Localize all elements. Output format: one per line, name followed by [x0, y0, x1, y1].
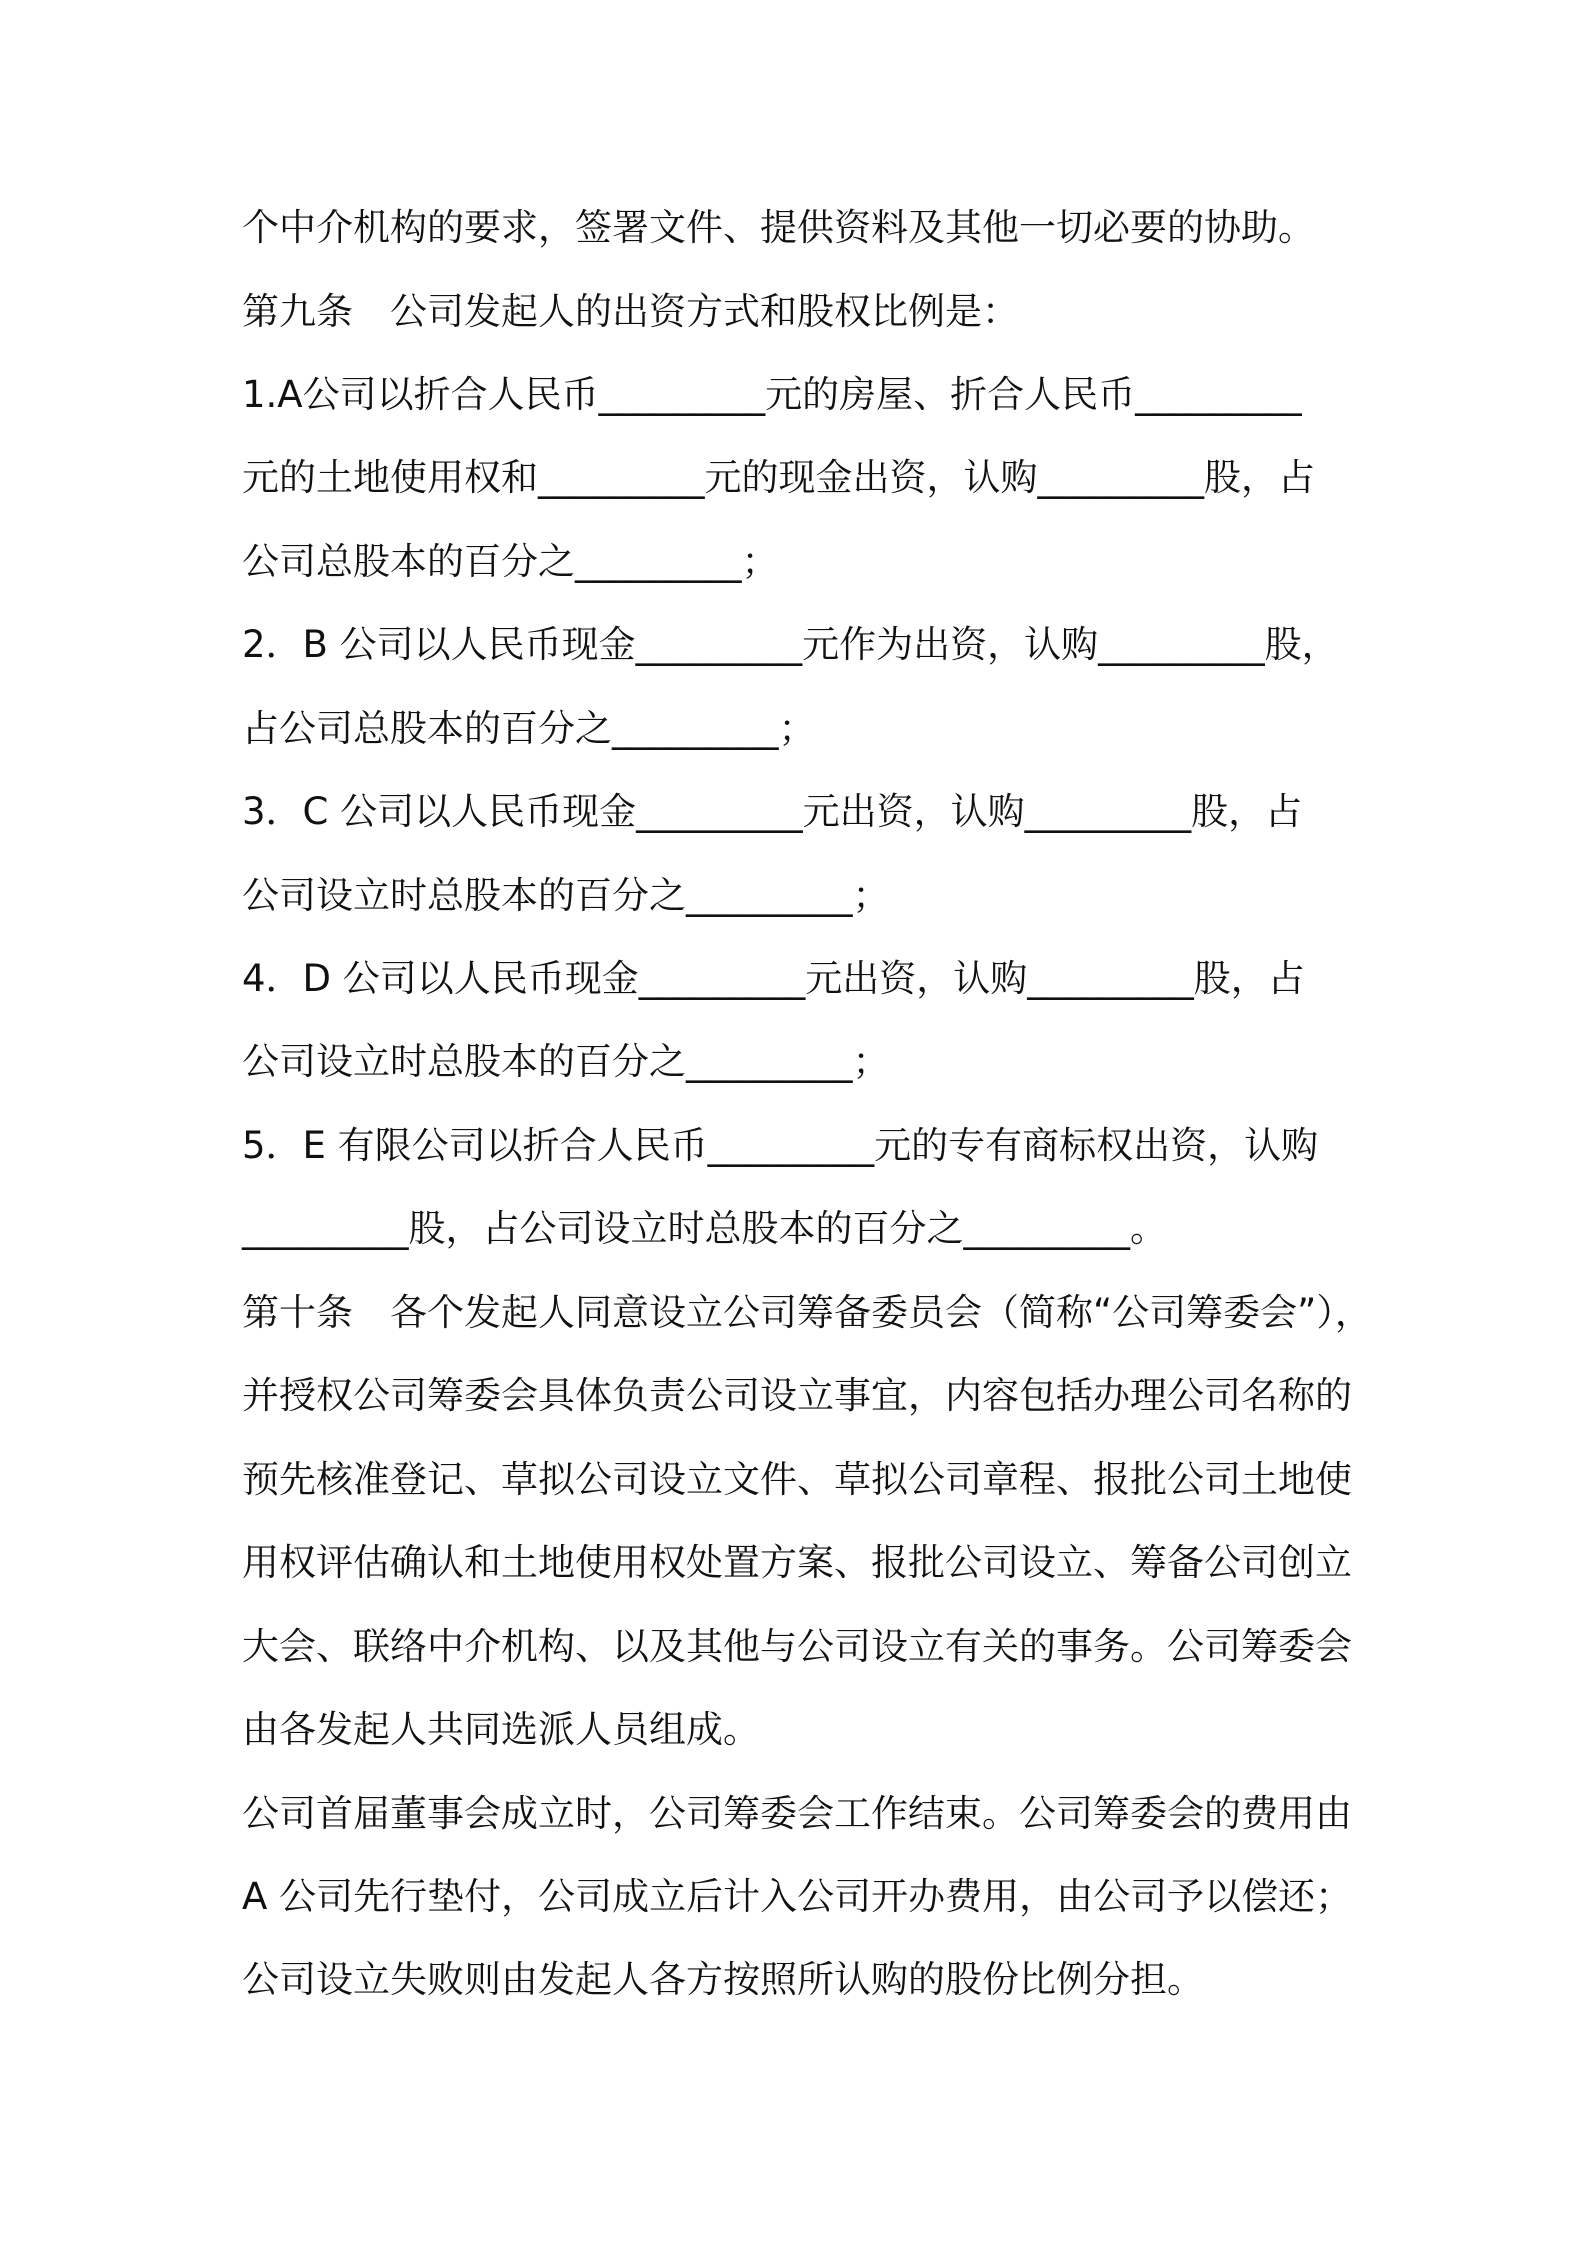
clause-3-line-1: 3．C 公司以人民币现金_________元出资，认购_________股，占 — [242, 790, 1303, 833]
clause-1-line-1: 1.A公司以折合人民币_________元的房屋、折合人民币_________ — [242, 373, 1302, 416]
article-10-line-4: 用权评估确认和土地使用权处置方案、报批公司设立、筹备公司创立 — [242, 1541, 1352, 1584]
clause-2-line-1: 2．B 公司以人民币现金_________元作为出资，认购_________股， — [242, 623, 1339, 666]
clause-4-line-2: 公司设立时总股本的百分之_________； — [242, 1040, 890, 1083]
clause-5-line-2: _________股，占公司设立时总股本的百分之_________。 — [242, 1207, 1167, 1250]
article-10-line-1: 第十条 各个发起人同意设立公司筹备委员会（简称“公司筹委会”）， — [242, 1291, 1372, 1334]
clause-3-line-2: 公司设立时总股本的百分之_________； — [242, 874, 890, 917]
text-line-1: 个中介机构的要求，签署文件、提供资料及其他一切必要的协助。 — [242, 206, 1315, 249]
paragraph-line-2: A 公司先行垫付，公司成立后计入公司开办费用，由公司予以偿还； — [242, 1875, 1353, 1918]
article-10-line-2: 并授权公司筹委会具体负责公司设立事宜，内容包括办理公司名称的 — [242, 1374, 1352, 1417]
paragraph-line-1: 公司首届董事会成立时，公司筹委会工作结束。公司筹委会的费用由 — [242, 1792, 1352, 1835]
paragraph-line-3: 公司设立失败则由发起人各方按照所认购的股份比例分担。 — [242, 1958, 1204, 2001]
clause-4-line-1: 4．D 公司以人民币现金_________元出资，认购_________股，占 — [242, 957, 1305, 1000]
article-10-line-5: 大会、联络中介机构、以及其他与公司设立有关的事务。公司筹委会 — [242, 1625, 1352, 1668]
clause-5-line-1: 5．E 有限公司以折合人民币_________元的专有商标权出资，认购 — [242, 1124, 1319, 1167]
clause-1-line-2: 元的土地使用权和_________元的现金出资，认购_________股，占 — [242, 456, 1315, 499]
article-9-heading: 第九条 公司发起人的出资方式和股权比例是： — [242, 290, 1019, 333]
clause-2-line-2: 占公司总股本的百分之_________； — [242, 707, 816, 750]
article-10-line-3: 预先核准登记、草拟公司设立文件、草拟公司章程、报批公司土地使 — [242, 1458, 1352, 1501]
clause-1-line-3: 公司总股本的百分之_________； — [242, 540, 779, 583]
article-10-line-6: 由各发起人共同选派人员组成。 — [242, 1708, 760, 1751]
